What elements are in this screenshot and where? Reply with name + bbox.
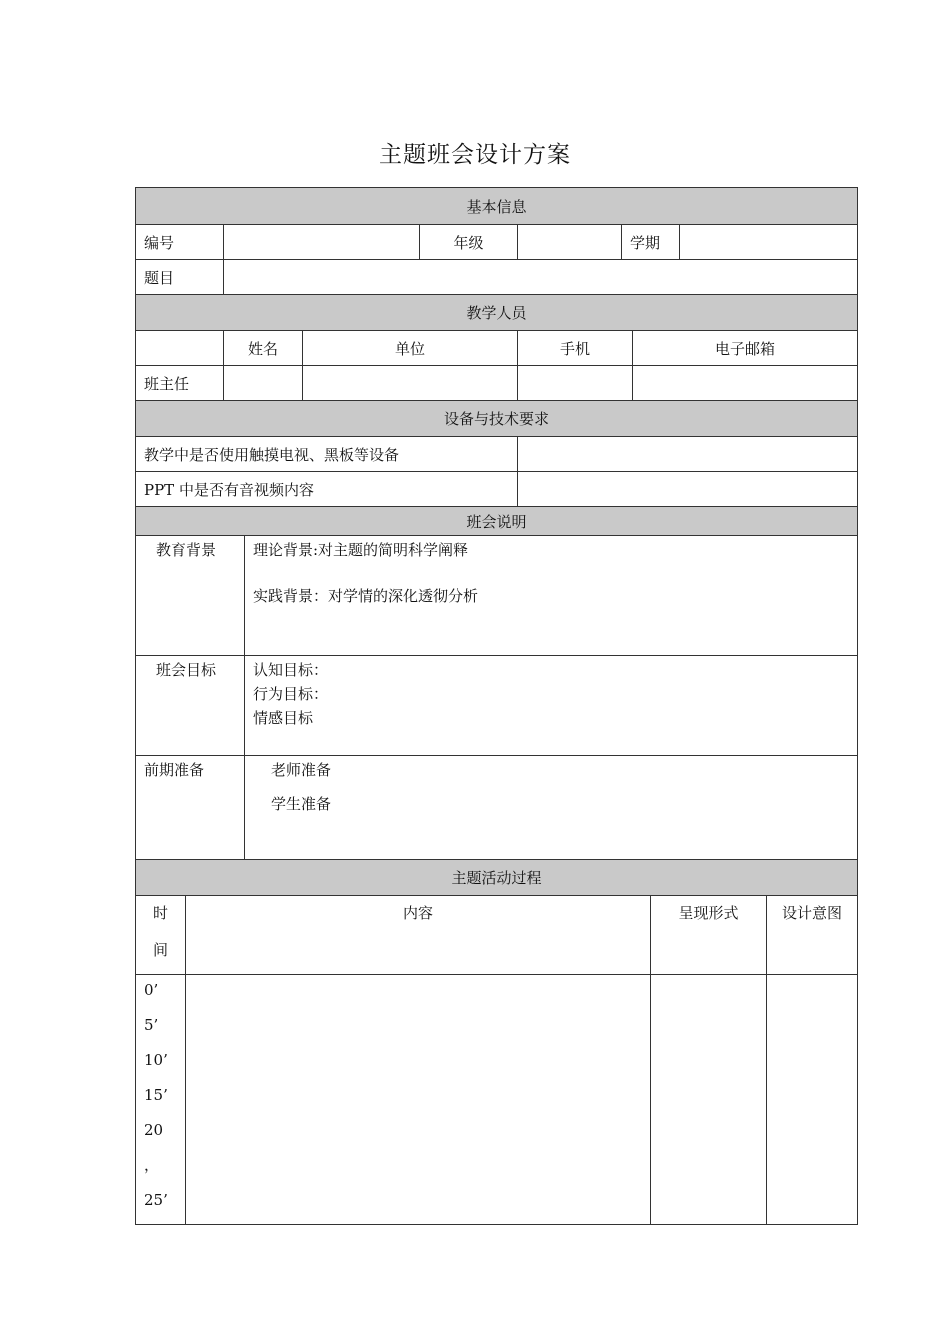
equipment-q2: PPT 中是否有音视频内容 (136, 472, 518, 507)
topic-value-cell[interactable] (224, 260, 858, 295)
time-cell (136, 975, 186, 1225)
number-label: 编号 (136, 225, 224, 260)
equipment-table (135, 400, 858, 507)
staff-table (135, 294, 858, 401)
prep-label-text: 前期准备 (144, 761, 205, 779)
term-label: 学期 (622, 225, 680, 260)
process-header: 主题活动过程 (136, 860, 858, 896)
goal-behavior: 行为目标： (253, 685, 329, 703)
number-value-cell[interactable] (224, 225, 420, 260)
col-time-char-1: 时 (152, 904, 168, 922)
equipment-a2-cell[interactable] (518, 472, 858, 507)
head-teacher-label: 班主任 (136, 366, 224, 401)
page-title: 主题班会设计方案 (379, 142, 571, 168)
background-practice: 实践背景：对学情的深化透彻分析 (253, 587, 479, 605)
goal-label (136, 656, 245, 756)
time-mark: 15’ (144, 1086, 168, 1104)
prep-teacher: 老师准备 (271, 761, 332, 779)
term-value-cell[interactable] (680, 225, 858, 260)
basic-info-table (135, 187, 858, 295)
prep-student: 学生准备 (271, 795, 332, 813)
head-teacher-email-cell[interactable] (633, 366, 858, 401)
content-cell[interactable] (186, 975, 651, 1225)
time-mark: ， (144, 1156, 160, 1174)
process-section (135, 859, 857, 1225)
explain-header: 班会说明 (136, 507, 858, 536)
col-intent: 设计意图 (767, 896, 858, 975)
staff-header: 教学人员 (136, 295, 858, 331)
background-gap (253, 562, 849, 584)
explain-section (135, 506, 857, 860)
background-label (136, 536, 245, 656)
goal-label-text: 班会目标 (156, 661, 217, 679)
col-form: 呈现形式 (651, 896, 767, 975)
head-teacher-phone-cell[interactable] (518, 366, 633, 401)
time-mark: 20 (144, 1121, 164, 1139)
col-email: 电子邮箱 (633, 331, 858, 366)
col-name: 姓名 (224, 331, 303, 366)
background-label-text: 教育背景 (156, 541, 217, 559)
time-mark: 25’ (144, 1191, 168, 1209)
head-teacher-name-cell[interactable] (224, 366, 303, 401)
time-mark: 5’ (144, 1016, 159, 1034)
col-unit: 单位 (303, 331, 518, 366)
background-theory: 理论背景:对主题的简明科学阐释 (253, 541, 469, 559)
staff-corner-cell (136, 331, 224, 366)
explain-table (135, 506, 858, 860)
col-time (136, 896, 186, 975)
equipment-q1: 教学中是否使用触摸电视、黑板等设备 (136, 437, 518, 472)
head-teacher-unit-cell[interactable] (303, 366, 518, 401)
goal-content[interactable] (245, 656, 858, 756)
equipment-section (135, 400, 857, 507)
basic-info-section (135, 187, 857, 295)
equipment-a1-cell[interactable] (518, 437, 858, 472)
time-mark: 10’ (144, 1051, 168, 1069)
staff-section (135, 294, 857, 401)
time-mark: 0’ (144, 981, 159, 999)
background-content[interactable] (245, 536, 858, 656)
form-cell[interactable] (651, 975, 767, 1225)
grade-label: 年级 (420, 225, 518, 260)
goal-cognitive: 认知目标： (253, 661, 329, 679)
topic-label: 题目 (136, 260, 224, 295)
grade-value-cell[interactable] (518, 225, 622, 260)
prep-label (136, 756, 245, 860)
col-phone: 手机 (518, 331, 633, 366)
equipment-header: 设备与技术要求 (136, 401, 858, 437)
basic-info-header: 基本信息 (136, 188, 858, 225)
goal-emotion: 情感目标 (253, 709, 314, 727)
col-content: 内容 (186, 896, 651, 975)
process-table (135, 859, 858, 1225)
intent-cell[interactable] (767, 975, 858, 1225)
col-time-char-2: 间 (152, 941, 168, 959)
prep-content[interactable] (245, 756, 858, 860)
